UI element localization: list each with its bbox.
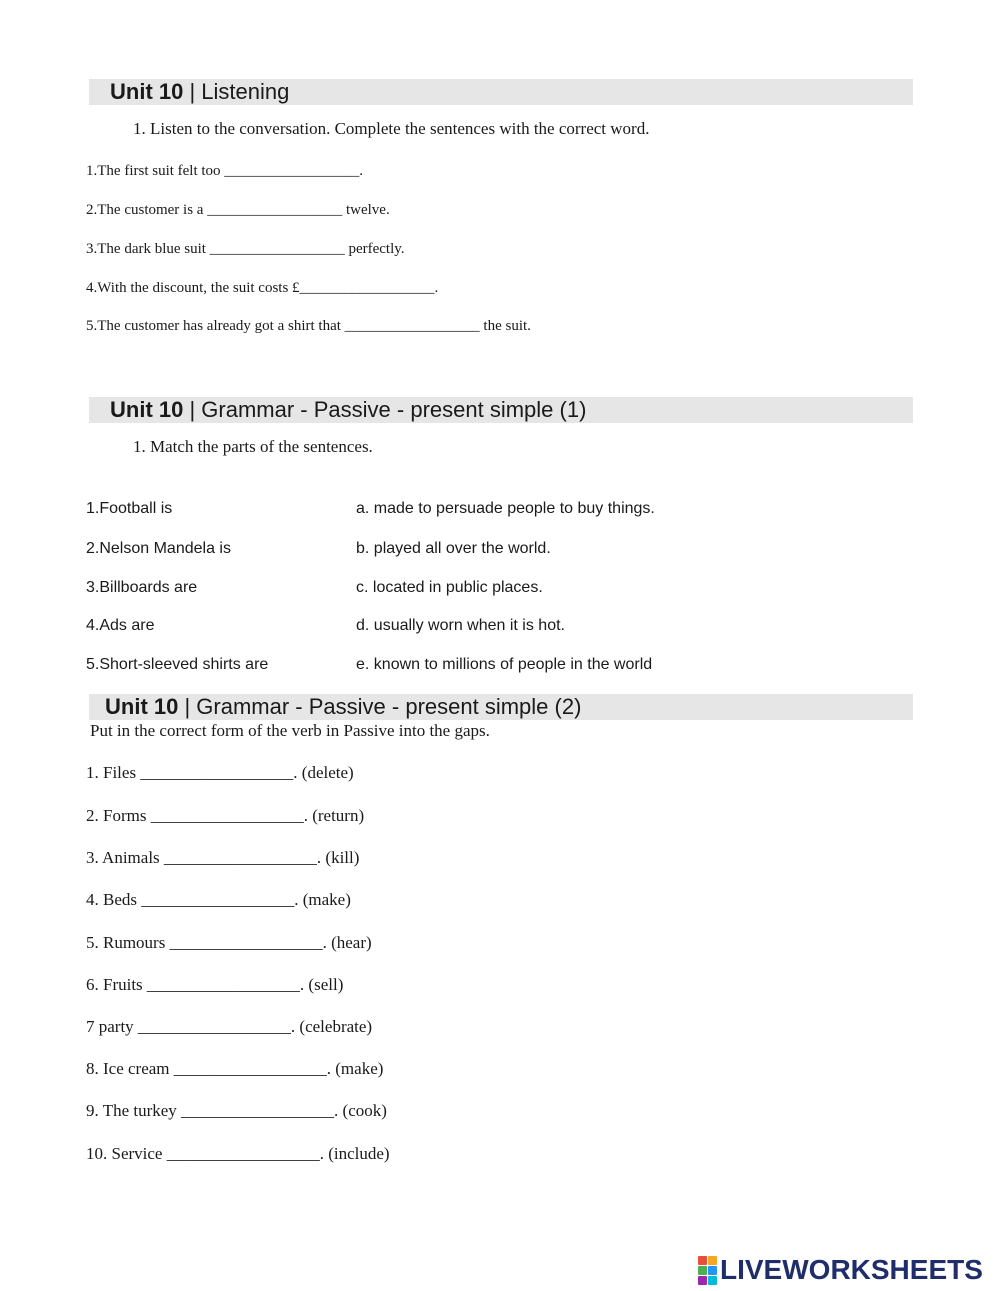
liveworksheets-logo xyxy=(698,1255,983,1285)
passive-item: 8. Ice cream __________________. (make) xyxy=(86,1059,384,1078)
listening-item: 4.With the discount, the suit costs £__________________. xyxy=(86,280,439,296)
section-header-listening xyxy=(89,79,913,105)
match-left-item: 3.Billboards are xyxy=(86,579,198,596)
match-right-item: a. made to persuade people to buy things. xyxy=(356,500,655,517)
match-right-item: b. played all over the world. xyxy=(356,540,551,557)
section-header-grammar-1 xyxy=(89,397,913,423)
listening-item: 1.The first suit felt too __________________. xyxy=(86,163,364,179)
passive-item: 9. The turkey __________________. (cook) xyxy=(86,1101,387,1120)
listening-item: 5.The customer has already got a shirt that __________________ the suit. xyxy=(86,318,531,334)
match-instruction: 1. Match the parts of the sentences. xyxy=(133,437,373,456)
match-left-item: 4.Ads are xyxy=(86,617,155,634)
match-left-item: 1.Football is xyxy=(86,500,173,517)
section-title: | Grammar - Passive - present simple (1) xyxy=(189,397,587,422)
section-title: | Listening xyxy=(189,79,290,104)
unit-label: Unit 10 xyxy=(110,79,184,104)
passive-item: 10. Service __________________. (include) xyxy=(86,1144,390,1163)
match-right-item: d. usually worn when it is hot. xyxy=(356,617,565,634)
passive-item: 6. Fruits __________________. (sell) xyxy=(86,975,344,994)
liveworksheets-logo-icon xyxy=(698,1256,717,1285)
passive-item: 7 party __________________. (celebrate) xyxy=(86,1017,373,1036)
section-header-grammar-2 xyxy=(89,694,913,720)
match-right-item: e. known to millions of people in the world xyxy=(356,656,653,673)
passive-item: 3. Animals __________________. (kill) xyxy=(86,848,360,867)
passive-instruction: Put in the correct form of the verb in Passive into the gaps. xyxy=(90,721,490,740)
listening-instruction: 1. Listen to the conversation. Complete the sentences with the correct word. xyxy=(133,119,650,138)
unit-label: Unit 10 xyxy=(110,397,184,422)
passive-item: 4. Beds __________________. (make) xyxy=(86,890,351,909)
match-left-item: 2.Nelson Mandela is xyxy=(86,540,231,557)
match-right-item: c. located in public places. xyxy=(356,579,543,596)
listening-item: 2.The customer is a __________________ twelve. xyxy=(86,202,390,218)
unit-label: Unit 10 xyxy=(105,694,179,719)
match-left-item: 5.Short-sleeved shirts are xyxy=(86,656,269,673)
logo-text: LIVEWORKSHEETS xyxy=(720,1254,983,1285)
section-title: | Grammar - Passive - present simple (2) xyxy=(184,694,582,719)
passive-item: 2. Forms __________________. (return) xyxy=(86,806,365,825)
passive-item: 1. Files __________________. (delete) xyxy=(86,763,354,782)
listening-item: 3.The dark blue suit __________________ perfectly. xyxy=(86,241,405,257)
passive-item: 5. Rumours __________________. (hear) xyxy=(86,933,372,952)
